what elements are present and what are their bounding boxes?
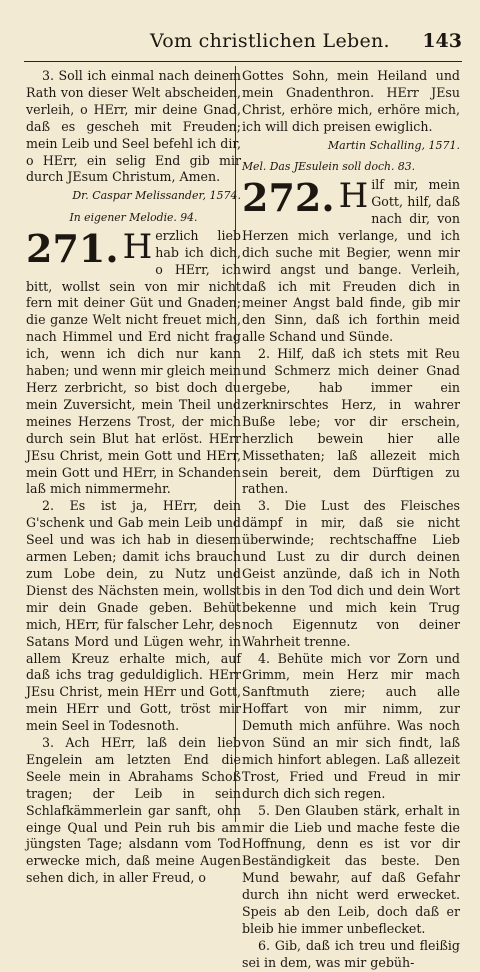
hymn-272-verse-6: 6. Gib, daß ich treu und fleißig sei in dem, was mir gebüh- [242, 937, 460, 970]
hymn-271-melody: In eigener Melodie. 94. [69, 210, 198, 224]
hymn-272-melody: Mel. Das JEsulein soll doch. 83. [242, 160, 416, 174]
hymn-number: 272. [242, 175, 335, 221]
header-rule [24, 61, 462, 62]
hymn-271-attribution: Martin Schalling, 1571. [327, 138, 460, 152]
drop-cap-initial: H [338, 176, 369, 217]
hymn-271-verse-3-continued: Gottes Sohn, mein Heiland und mein Gnadenthron. HErr JEsu Christ, erhöre mich, erhöre mich, ich will dich preisen ewiglich. [242, 68, 460, 134]
hymn-271 [26, 225, 241, 499]
hymn-272-verse-4: 4. Behüte mich vor Zorn und Grimm, mein Herz mir mach Sanftmuth ziere; auch alle Hoffart von mir nimm, zur Demuth mich anführe. Was noch von Sünd an mir sich findt, laß mich hinfort ablegen. Laß allezeit Trost, Fried und Freud in mir durch dich sich regen. [242, 650, 460, 801]
page-header [0, 18, 480, 58]
hymn-271-verse-1: erzlich lieb hab ich dich, o HErr, ich bitt, wollst sein von mir nicht fern mit deiner Güt und Gnaden; die ganze Welt nicht freuet mich, nach Himmel und Erd nicht frag ich, wenn ich dich nur kann haben; und wenn mir gleich mein Herz zerbricht, so bist doch du mein Zuversicht, mein Theil und meines Herzens Trost, der mich durch sein Blut hat erlöst. HErr JEsu Christ, mein Gott und HErr, mein Gott und HErr, in Schanden laß mich nimmermehr. [26, 227, 241, 497]
hymn-272 [242, 177, 460, 346]
hymn-271-verse-3: 3. Ach HErr, laß dein lieb Engelein am letzten End die Seele mein in Abrahams Schoß tragen; der Leib in sein Schlafkämmerlein gar sanft, ohn einge Qual und Pein ruh bis am jüngsten Tage; alsdann vom Tod erwecke mich, daß meine Augen sehen dich, in aller Freud, o [26, 735, 241, 886]
hymn-number: 271. [26, 225, 119, 271]
hymn-272-verse-5: 5. Den Glauben stärk, erhalt in mir die Lieb und mache feste die Hoffnung, denn es ist vor dir Beständigkeit das beste. Den Mund bewahr, auf daß Gefahr durch ihn nicht werd erwecket. Speis ab den Leib, doch daß er bleib hie immer unbeflecket. [242, 802, 460, 936]
hymn-270-verse-3: 3. Soll ich einmal nach deinem Rath von dieser Welt abscheiden, verleih, o HErr, mir deine Gnad, daß es gescheh mit Freuden; mein Leib und Seel befehl ich dir, o HErr, ein selig End gib mir durch JEsum Christum, Amen. [26, 68, 241, 185]
hymn-272-verse-3: 3. Die Lust des Fleisches dämpf in mir, daß sie nicht überwinde; rechtschaffne Lieb und Lust zu dir durch deinen Geist anzünde, daß ich in Noth bis in den Tod dich und dein Wort bekenne und mich kein Trug noch Eigennutz von deiner Wahrheit trenne. [242, 498, 460, 649]
hymn-272-verse-2: 2. Hilf, daß ich stets mit Reu und Schmerz mich deiner Gnad ergebe, hab immer ein zerknirschtes Herz, in wahrer Buße lebe; vor dir erschein, herzlich bewein hier alle Missethaten; laß allezeit mich sein bereit, dem Dürftigen zu rathen. [242, 346, 460, 497]
right-column [242, 68, 460, 972]
page-number: 143 [422, 30, 462, 52]
hymn-272-verse-1: ilf mir, mein Gott, hilf, daß nach dir, von Herzen mich verlange, und ich dich suche mit Begier, wenn mir wird angst und bange. Verleih, daß ich mit Freuden dich in meiner Angst bald finde, gib mir den Sinn, daß ich forthin meid alle Schand und Sünde. [242, 177, 460, 345]
running-title: Vom christlichen Leben. [150, 30, 390, 52]
drop-cap-initial: H [122, 226, 153, 267]
hymn-270-attribution: Dr. Caspar Melissander, 1574. [72, 189, 241, 203]
left-column [26, 68, 241, 887]
hymn-271-verse-2: 2. Es ist ja, HErr, dein G'schenk und Gab mein Leib und Seel und was ich hab in diesem armen Leben; damit ichs brauch zum Lobe dein, zu Nutz und Dienst des Nächsten mein, wollst mir dein Gnade geben. Behüt mich, HErr, für falscher Lehr, des Satans Mord und Lügen wehr, in allem Kreuz erhalte mich, auf daß ichs trag geduldiglich. HErr JEsu Christ, mein HErr und Gott, mein HErr und Gott, tröst mir mein Seel in Todesnoth. [26, 498, 241, 734]
